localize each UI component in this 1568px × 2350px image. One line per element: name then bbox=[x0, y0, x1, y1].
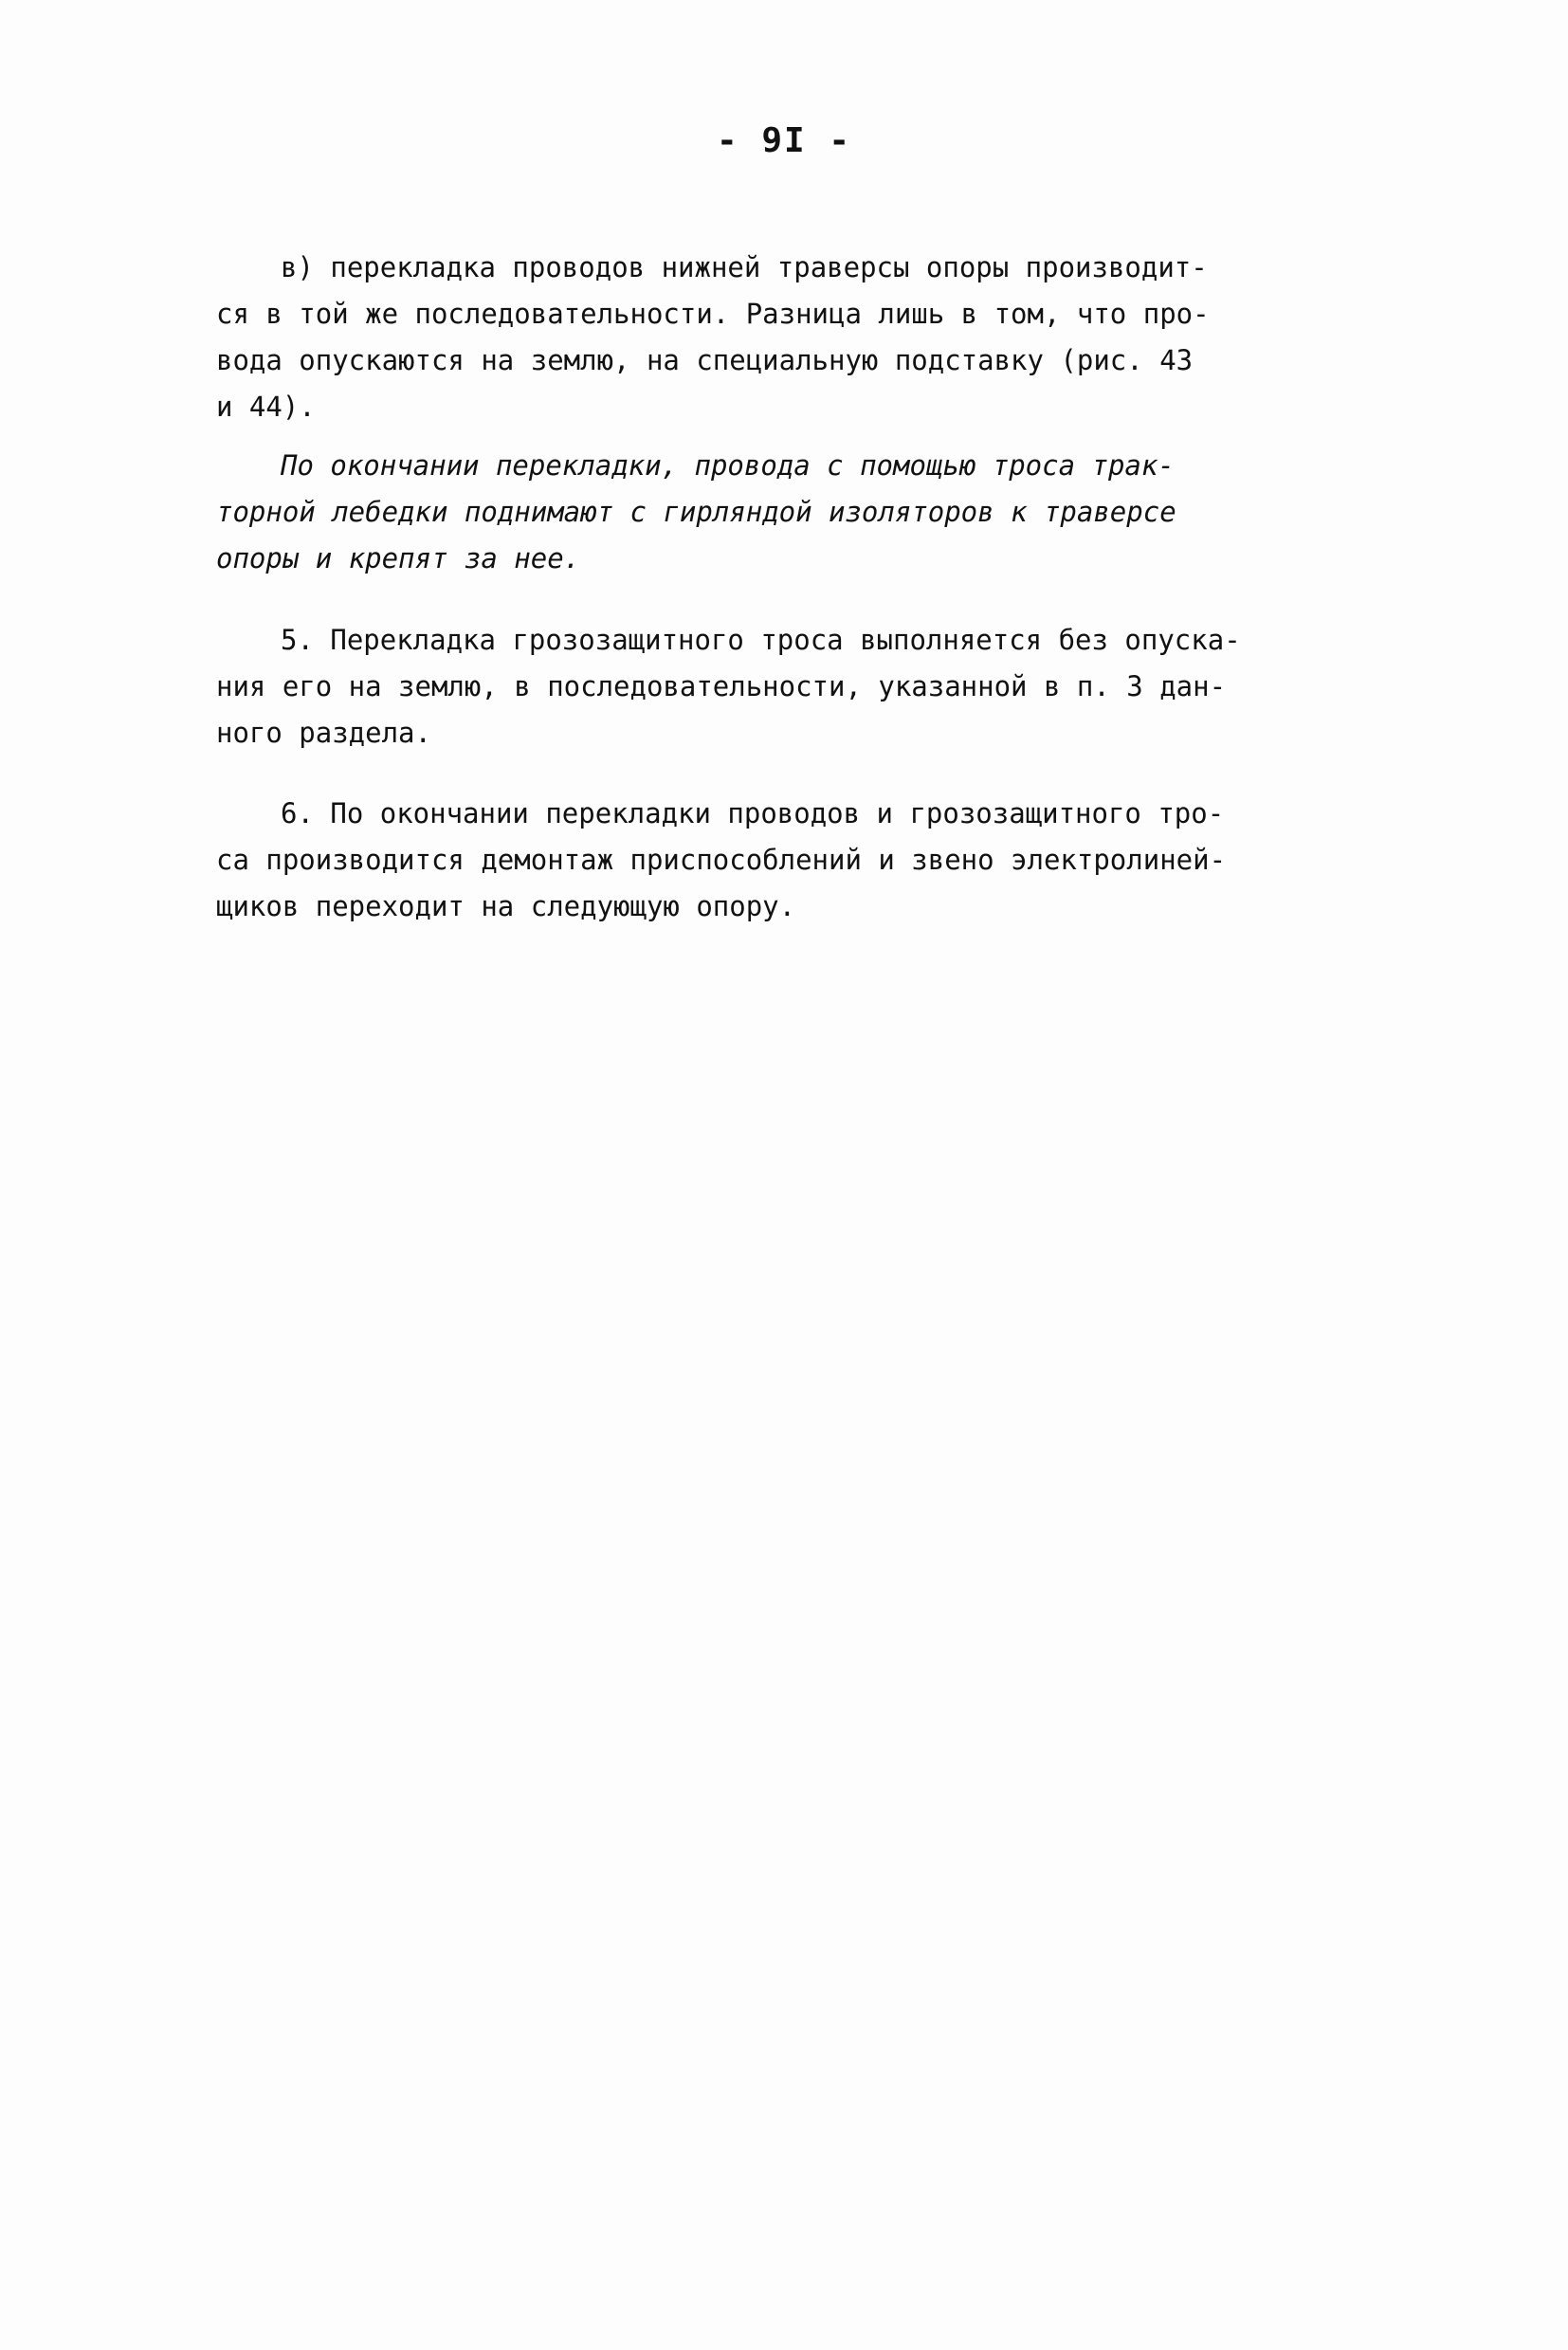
paragraph-after-completion bbox=[216, 443, 1392, 582]
page-number: - 9I - bbox=[716, 121, 852, 160]
paragraph-5 bbox=[216, 617, 1392, 756]
paragraph-line: 5. Перекладка грозозащитного троса выполняется без опуска- bbox=[281, 624, 1241, 656]
paragraph-line: торной лебедки поднимают с гирляндой изоляторов к траверсе bbox=[216, 496, 1176, 528]
paragraph-line: в) перекладка проводов нижней траверсы опоры производит- bbox=[281, 251, 1208, 283]
paragraph-line: вода опускаются на землю, на специальную подставку (рис. 43 bbox=[216, 344, 1194, 376]
paragraph-line: ного раздела. bbox=[216, 717, 431, 749]
paragraph-line: ся в той же последовательности. Разница лишь в том, что про- bbox=[216, 298, 1210, 330]
paragraph-v bbox=[216, 245, 1392, 430]
paragraph-line: 6. По окончании перекладки проводов и грозозащитного тро- bbox=[281, 797, 1225, 829]
paragraph-line: и 44). bbox=[216, 391, 316, 423]
paragraph-line: По окончании перекладки, провода с помощью троса трак- bbox=[281, 449, 1175, 482]
paragraph-6 bbox=[216, 791, 1392, 930]
paragraph-line: опоры и крепят за нее. bbox=[216, 542, 581, 574]
paragraph-line: са производится демонтаж приспособлений и звено электролиней- bbox=[216, 844, 1227, 876]
paragraph-line: щиков переходит на следующую опору. bbox=[216, 890, 796, 922]
paragraph-line: ния его на землю, в последовательности, указанной в п. 3 дан- bbox=[216, 670, 1227, 702]
